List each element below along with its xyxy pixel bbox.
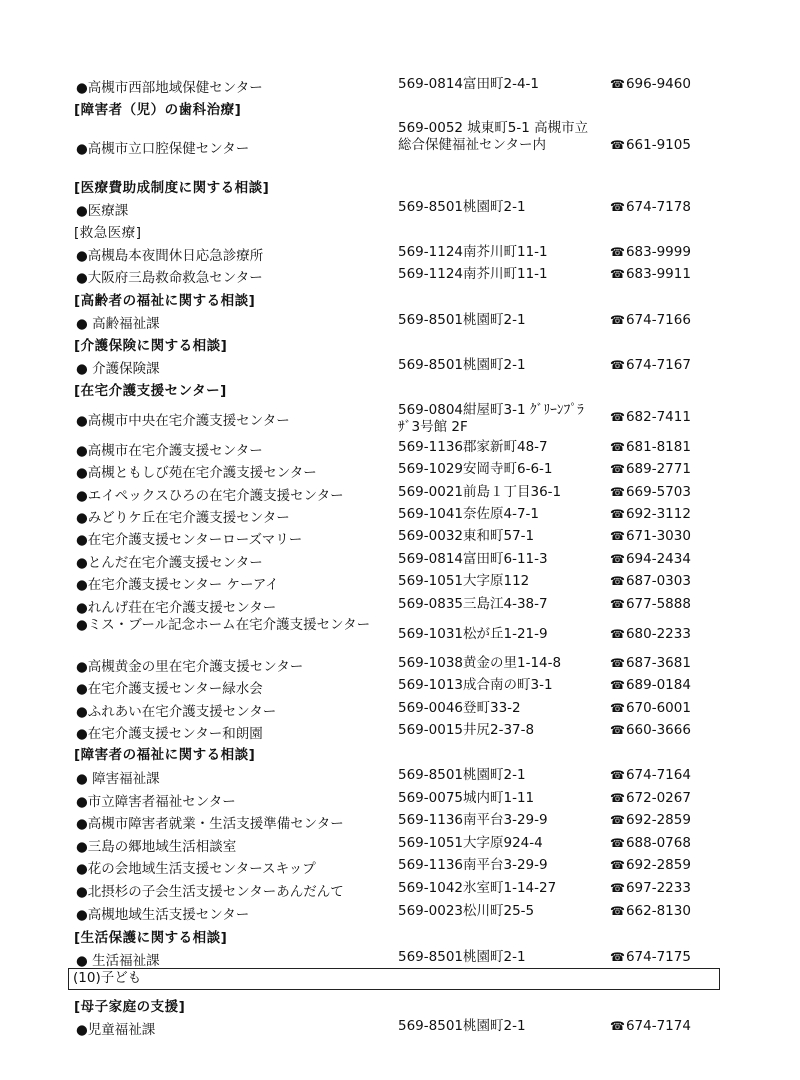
- facility-name: ●花の会地域生活支援センタースキップ: [76, 861, 316, 877]
- phone-icon: ☎: [610, 678, 625, 692]
- phone-icon: ☎: [610, 597, 625, 611]
- section-header: [医療費助成制度に関する相談]: [74, 180, 270, 196]
- phone-number: 674-7166: [625, 312, 691, 328]
- section-header: [介護保険に関する相談]: [74, 338, 228, 354]
- facility-address: 569-1124南芥川町11-1: [398, 244, 548, 260]
- phone-icon: ☎: [610, 507, 625, 521]
- phone-icon: ☎: [610, 410, 625, 424]
- phone-number: 674-7167: [625, 357, 691, 373]
- facility-phone: [610, 439, 730, 455]
- facility-name: ●高槻市障害者就業・生活支援準備センター: [76, 816, 344, 832]
- facility-name: ●高槻市立口腔保健センター: [76, 141, 250, 157]
- phone-number: 688-0768: [625, 835, 691, 851]
- facility-address: 569-0015井尻2-37-8: [398, 722, 535, 738]
- phone-number: 662-8130: [625, 903, 691, 919]
- facility-name: ●ふれあい在宅介護支援センター: [76, 704, 277, 720]
- facility-name: ●ミス・ブール記念ホーム在宅介護支援センター: [76, 617, 371, 633]
- phone-icon: ☎: [610, 552, 625, 566]
- facility-phone: [610, 551, 730, 567]
- facility-phone: [610, 790, 730, 806]
- facility-name: ●在宅介護支援センターローズマリー: [76, 532, 303, 548]
- phone-number: 697-2233: [625, 880, 691, 896]
- facility-phone: [610, 484, 730, 500]
- facility-phone: [610, 700, 730, 716]
- phone-number: 674-7164: [625, 767, 691, 783]
- section-header: [救急医療]: [74, 225, 142, 241]
- facility-phone: [610, 677, 730, 693]
- facility-address: 569-0021前島１丁目36-1: [398, 484, 562, 500]
- facility-name: ● 高齢福祉課: [76, 316, 160, 332]
- phone-number: 696-9460: [625, 76, 691, 92]
- phone-icon: ☎: [610, 813, 625, 827]
- phone-number: 677-5888: [625, 596, 691, 612]
- phone-number: 669-5703: [625, 484, 691, 500]
- facility-phone: [610, 409, 730, 425]
- phone-icon: ☎: [610, 904, 625, 918]
- phone-icon: ☎: [610, 791, 625, 805]
- facility-address: 569-8501桃園町2-1: [398, 1018, 526, 1034]
- phone-icon: ☎: [610, 485, 625, 499]
- facility-address: 569-1051大字原112: [398, 573, 530, 589]
- facility-address: 569-1051大字原924-4: [398, 835, 543, 851]
- phone-icon: ☎: [610, 701, 625, 715]
- facility-address: 569-1038黄金の里1-14-8: [398, 655, 562, 671]
- facility-phone: [610, 949, 730, 965]
- facility-phone: [610, 1018, 730, 1034]
- phone-icon: ☎: [610, 836, 625, 850]
- facility-address: 569-1136南平台3-29-9: [398, 857, 548, 873]
- facility-phone: [610, 266, 730, 282]
- facility-phone: [610, 357, 730, 373]
- facility-name: ●高槻黄金の里在宅介護支援センター: [76, 659, 304, 675]
- phone-icon: ☎: [610, 138, 625, 152]
- phone-icon: ☎: [610, 627, 625, 641]
- phone-icon: ☎: [610, 950, 625, 964]
- facility-address: 569-1042氷室町1-14-27: [398, 880, 557, 896]
- facility-address: 569-1136郡家新町48-7: [398, 439, 548, 455]
- facility-address: 569-0814富田町2-4-1: [398, 76, 540, 92]
- phone-icon: ☎: [610, 723, 625, 737]
- facility-phone: [610, 76, 730, 92]
- facility-name: ●在宅介護支援センター和朗園: [76, 726, 263, 742]
- phone-number: 671-3030: [625, 528, 691, 544]
- phone-icon: ☎: [610, 77, 625, 91]
- facility-address: 569-1124南芥川町11-1: [398, 266, 548, 282]
- facility-address: 569-1136南平台3-29-9: [398, 812, 548, 828]
- facility-name: ●高槻島本夜間休日応急診療所: [76, 248, 264, 264]
- facility-name: ●在宅介護支援センター ケーアイ: [76, 577, 279, 593]
- facility-phone: [610, 506, 730, 522]
- facility-phone: [610, 857, 730, 873]
- phone-icon: ☎: [610, 529, 625, 543]
- phone-number: 692-3112: [625, 506, 691, 522]
- phone-icon: ☎: [610, 267, 625, 281]
- facility-name: ●市立障害者福祉センター: [76, 794, 236, 810]
- phone-icon: ☎: [610, 313, 625, 327]
- phone-icon: ☎: [610, 656, 625, 670]
- facility-address: 569-8501桃園町2-1: [398, 949, 526, 965]
- facility-phone: [610, 812, 730, 828]
- phone-number: 672-0267: [625, 790, 691, 806]
- facility-phone: [610, 199, 730, 215]
- facility-address: 569-0046登町33-2: [398, 700, 521, 716]
- facility-address: 569-1029安岡寺町6-6-1: [398, 461, 553, 477]
- facility-name: ●大阪府三島救命救急センター: [76, 270, 263, 286]
- phone-number: 694-2434: [625, 551, 691, 567]
- phone-icon: ☎: [610, 440, 625, 454]
- phone-number: 660-3666: [625, 722, 691, 738]
- facility-address: 569-0804紺屋町3-1 ｸﾞﾘｰﾝﾌﾟﾗｻﾞ3号館 2F: [398, 402, 584, 435]
- facility-address: 569-8501桃園町2-1: [398, 312, 526, 328]
- facility-address: 569-0835三島江4-38-7: [398, 596, 548, 612]
- phone-icon: ☎: [610, 245, 625, 259]
- phone-number: 692-2859: [625, 812, 691, 828]
- phone-icon: ☎: [610, 574, 625, 588]
- phone-number: 687-3681: [625, 655, 691, 671]
- facility-name: ● 生活福祉課: [76, 953, 160, 969]
- facility-name: ●高槻地域生活支援センター: [76, 907, 250, 923]
- facility-phone: [610, 312, 730, 328]
- facility-phone: [610, 655, 730, 671]
- facility-name: ●三島の郷地域生活相談室: [76, 839, 237, 855]
- facility-phone: [610, 528, 730, 544]
- facility-phone: [610, 722, 730, 738]
- facility-phone: [610, 880, 730, 896]
- facility-name: ●高槻市在宅介護支援センター: [76, 443, 263, 459]
- phone-number: 670-6001: [625, 700, 691, 716]
- facility-address: 569-8501桃園町2-1: [398, 767, 526, 783]
- section-header: [障害者（児）の歯科治療]: [74, 102, 242, 118]
- phone-number: 682-7411: [625, 409, 691, 425]
- facility-address: 569-0075城内町1-11: [398, 790, 535, 806]
- phone-number: 674-7174: [625, 1018, 691, 1034]
- facility-address: 569-8501桃園町2-1: [398, 199, 526, 215]
- facility-address: 569-1013成合南の町3-1: [398, 677, 553, 693]
- section-header: [母子家庭の支援]: [74, 999, 186, 1015]
- facility-address: 569-0814富田町6-11-3: [398, 551, 548, 567]
- facility-address: 569-8501桃園町2-1: [398, 357, 526, 373]
- facility-phone: [610, 835, 730, 851]
- phone-number: 692-2859: [625, 857, 691, 873]
- phone-number: 674-7178: [625, 199, 691, 215]
- facility-address: 569-1041奈佐原4-7-1: [398, 506, 540, 522]
- phone-icon: ☎: [610, 358, 625, 372]
- facility-phone: [610, 244, 730, 260]
- facility-address: 569-0052 城東町5-1 高槻市立総合保健福祉センター内: [398, 120, 589, 153]
- phone-number: 683-9999: [625, 244, 691, 260]
- facility-address: 569-0023松川町25-5: [398, 903, 535, 919]
- facility-name: ●医療課: [76, 203, 129, 219]
- phone-icon: ☎: [610, 768, 625, 782]
- phone-number: 661-9105: [625, 137, 691, 153]
- phone-icon: ☎: [610, 200, 625, 214]
- facility-address: 569-0032東和町57-1: [398, 528, 535, 544]
- section-header: [障害者の福祉に関する相談]: [74, 747, 256, 763]
- phone-icon: ☎: [610, 858, 625, 872]
- facility-name: ●児童福祉課: [76, 1022, 156, 1038]
- facility-name: ● 介護保険課: [76, 361, 160, 377]
- facility-name: ●高槻市西部地域保健センター: [76, 80, 263, 96]
- facility-phone: [610, 573, 730, 589]
- facility-name: ●エイペックスひろの在宅介護支援センター: [76, 488, 344, 504]
- phone-number: 689-2771: [625, 461, 691, 477]
- facility-name: ● 障害福祉課: [76, 771, 160, 787]
- facility-phone: [610, 626, 730, 642]
- section-header: [在宅介護支援センター]: [74, 383, 227, 399]
- phone-number: 687-0303: [625, 573, 691, 589]
- facility-name: ●れんげ荘在宅介護支援センター: [76, 600, 277, 616]
- section-header: [生活保護に関する相談]: [74, 930, 228, 946]
- facility-phone: [610, 596, 730, 612]
- phone-number: 680-2233: [625, 626, 691, 642]
- facility-name: ●とんだ在宅介護支援センター: [76, 555, 263, 571]
- phone-icon: ☎: [610, 881, 625, 895]
- facility-phone: [610, 903, 730, 919]
- facility-name: ●北摂杉の子会生活支援センターあんだんて: [76, 884, 344, 900]
- facility-phone: [610, 461, 730, 477]
- phone-number: 683-9911: [625, 266, 691, 282]
- facility-phone: [610, 137, 730, 153]
- section-header: [高齢者の福祉に関する相談]: [74, 293, 256, 309]
- facility-name: ●みどりケ丘在宅介護支援センター: [76, 510, 290, 526]
- phone-icon: ☎: [610, 462, 625, 476]
- phone-number: 689-0184: [625, 677, 691, 693]
- facility-address: 569-1031松が丘1-21-9: [398, 626, 548, 642]
- facility-name: ●高槻ともしび苑在宅介護支援センター: [76, 465, 317, 481]
- facility-name: ●在宅介護支援センター緑水会: [76, 681, 263, 697]
- phone-icon: ☎: [610, 1019, 625, 1033]
- phone-number: 674-7175: [625, 949, 691, 965]
- facility-name: ●高槻市中央在宅介護支援センター: [76, 413, 290, 429]
- facility-phone: [610, 767, 730, 783]
- chapter-heading-box: (10)子ども: [68, 968, 720, 990]
- phone-number: 681-8181: [625, 439, 691, 455]
